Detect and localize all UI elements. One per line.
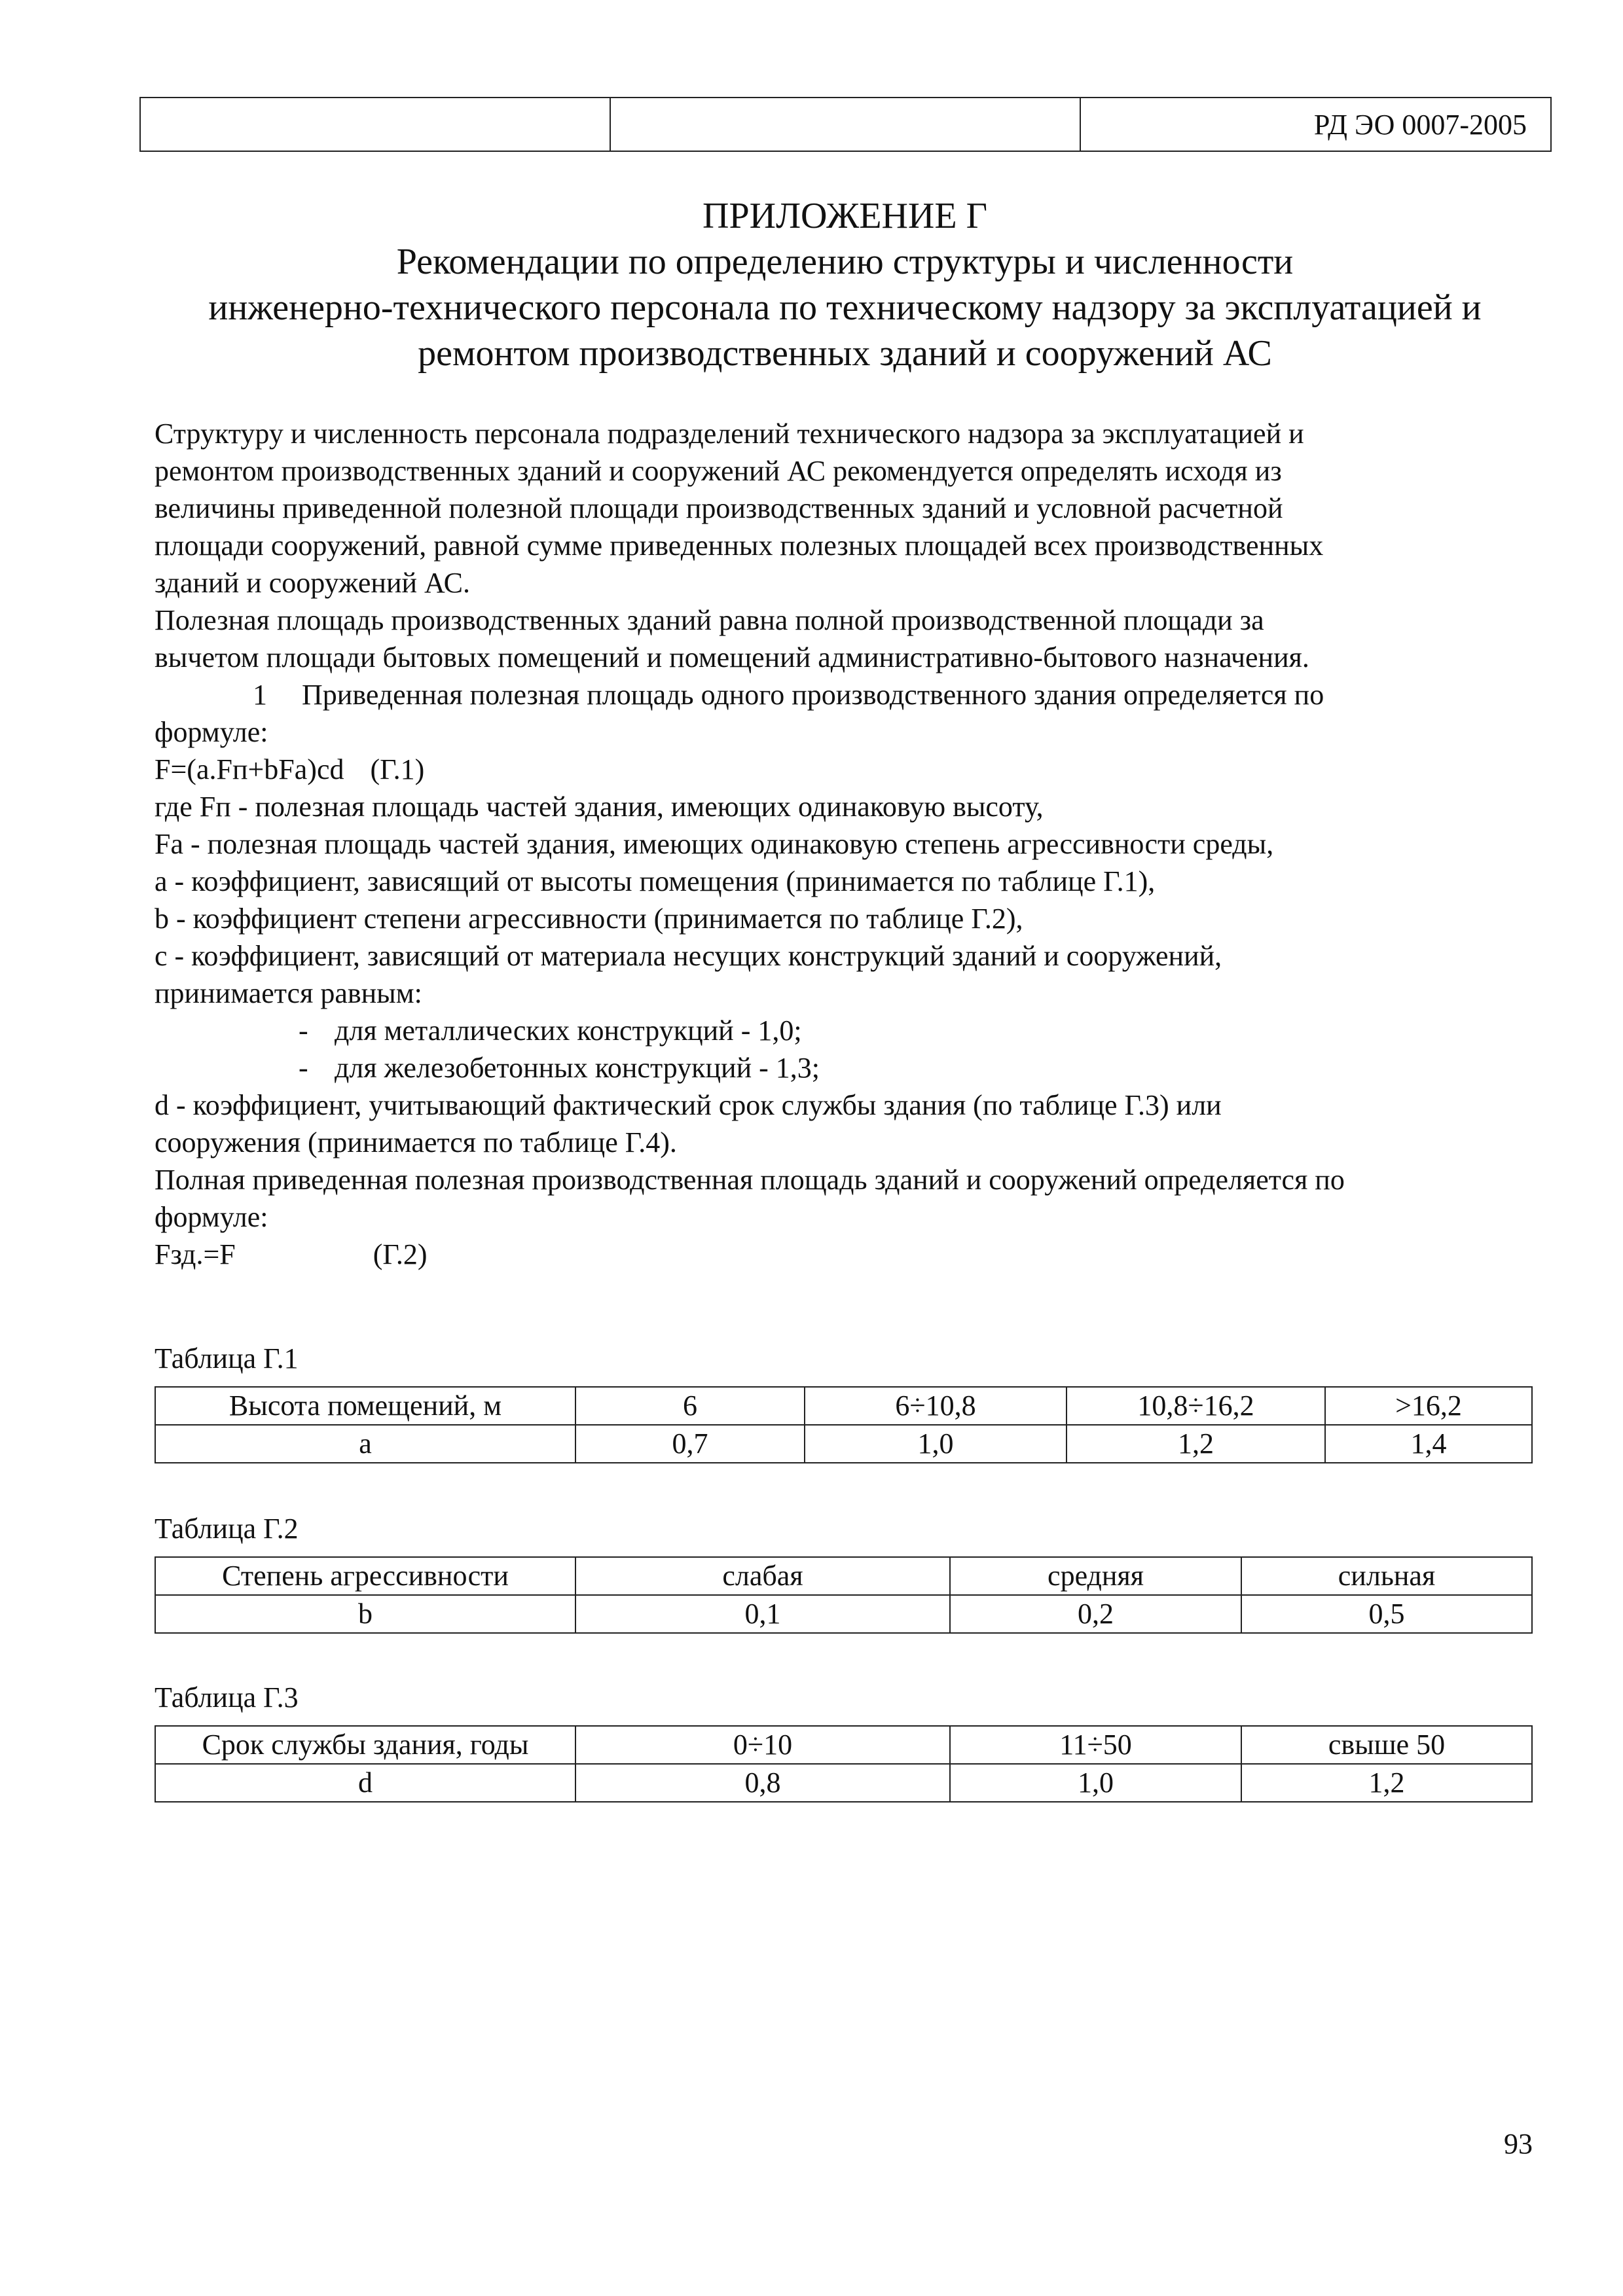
table-cell: d bbox=[155, 1764, 575, 1802]
table-cell: 10,8÷16,2 bbox=[1067, 1387, 1325, 1425]
table-cell: 1,0 bbox=[805, 1425, 1067, 1463]
table-cell: 1,2 bbox=[1067, 1425, 1325, 1463]
header-cell-1 bbox=[140, 98, 610, 151]
table-cell: Срок службы здания, годы bbox=[155, 1726, 575, 1764]
header-cell-2 bbox=[610, 98, 1080, 151]
table-cell: Высота помещений, м bbox=[155, 1387, 575, 1425]
table-1 bbox=[155, 1386, 1533, 1463]
table-2-caption: Таблица Г.2 bbox=[155, 1513, 299, 1545]
list-item-text: для металлических конструкций - 1,0; bbox=[335, 1014, 802, 1047]
paragraph-1-line: зданий и сооружений АС. bbox=[155, 567, 470, 599]
table-cell: 1,0 bbox=[950, 1764, 1241, 1802]
dash-bullet: - bbox=[299, 1014, 308, 1047]
title-line-1: Рекомендации по определению структуры и численности bbox=[396, 242, 1294, 282]
paragraph-2-line: Полезная площадь производственных зданий равна полной производственной площади за bbox=[155, 604, 1264, 636]
paragraph-1-line: площади сооружений, равной сумме приведенных полезных площадей всех производственных bbox=[155, 529, 1324, 562]
paragraph-1-line: ремонтом производственных зданий и сооружений АС рекомендуется определять исходя из bbox=[155, 455, 1282, 487]
list-item-metal bbox=[155, 1012, 1556, 1049]
definition-b: b - коэффициент степени агрессивности (принимается по таблице Г.2), bbox=[155, 903, 1023, 935]
document-number: РД ЭО 0007-2005 bbox=[1080, 98, 1551, 151]
item-number: 1 bbox=[253, 679, 267, 711]
table-cell: 6÷10,8 bbox=[805, 1387, 1067, 1425]
table-cell: сильная bbox=[1241, 1557, 1532, 1595]
table-cell: 1,2 bbox=[1241, 1764, 1532, 1802]
definition-d-continuation: сооружения (принимается по таблице Г.4). bbox=[155, 1126, 677, 1158]
table-row bbox=[155, 1425, 1532, 1463]
table-cell: >16,2 bbox=[1325, 1387, 1532, 1425]
formula-g2 bbox=[155, 1236, 1556, 1273]
table-cell: 6 bbox=[575, 1387, 805, 1425]
header-table bbox=[139, 97, 1552, 152]
item-1-continuation: формуле: bbox=[155, 716, 268, 748]
table-cell: Степень агрессивности bbox=[155, 1557, 575, 1595]
definition-c-continuation: принимается равным: bbox=[155, 977, 422, 1009]
dash-bullet: - bbox=[299, 1052, 308, 1084]
definition-c: c - коэффициент, зависящий от материала несущих конструкций зданий и сооружений, bbox=[155, 940, 1222, 972]
table-cell: b bbox=[155, 1595, 575, 1633]
formula-reference: (Г.1) bbox=[370, 753, 425, 785]
table-cell: слабая bbox=[575, 1557, 950, 1595]
table-3-caption: Таблица Г.3 bbox=[155, 1681, 299, 1713]
definition-d: d - коэффициент, учитывающий фактический срок службы здания (по таблице Г.3) или bbox=[155, 1089, 1222, 1121]
definition-fa: Fa - полезная площадь частей здания, имеющих одинаковую степень агрессивности среды, bbox=[155, 828, 1274, 860]
paragraph-2-line: вычетом площади бытовых помещений и помещений административно-бытового назначения. bbox=[155, 641, 1309, 673]
table-row-header bbox=[155, 1557, 1532, 1595]
page-number: 93 bbox=[1504, 2128, 1533, 2160]
paragraph-3-line: Полная приведенная полезная производственная площадь зданий и сооружений определяется по bbox=[155, 1164, 1345, 1196]
title-line-2: инженерно-технического персонала по техническому надзору за эксплуатацией и bbox=[208, 287, 1482, 328]
formula-reference: (Г.2) bbox=[373, 1238, 428, 1270]
table-cell: свыше 50 bbox=[1241, 1726, 1532, 1764]
table-row bbox=[155, 1595, 1532, 1633]
table-cell: 1,4 bbox=[1325, 1425, 1532, 1463]
list-item-text: для железобетонных конструкций - 1,3; bbox=[335, 1052, 820, 1084]
paragraph-1-line: величины приведенной полезной площади производственных зданий и условной расчетной bbox=[155, 492, 1283, 524]
appendix-title bbox=[139, 193, 1550, 376]
body-text bbox=[155, 415, 1556, 1273]
table-cell: a bbox=[155, 1425, 575, 1463]
table-1-caption: Таблица Г.1 bbox=[155, 1342, 299, 1374]
table-cell: 0,1 bbox=[575, 1595, 950, 1633]
formula-g1 bbox=[155, 751, 1556, 788]
formula-expression: F=(a.Fп+bFa)cd bbox=[155, 753, 344, 785]
appendix-label: ПРИЛОЖЕНИЕ Г bbox=[702, 196, 987, 236]
header-row bbox=[140, 98, 1551, 151]
table-2 bbox=[155, 1556, 1533, 1634]
table-cell: 0,5 bbox=[1241, 1595, 1532, 1633]
table-3 bbox=[155, 1725, 1533, 1803]
table-cell: средняя bbox=[950, 1557, 1241, 1595]
table-row-header bbox=[155, 1726, 1532, 1764]
table-cell: 0,2 bbox=[950, 1595, 1241, 1633]
definition-a: a - коэффициент, зависящий от высоты помещения (принимается по таблице Г.1), bbox=[155, 865, 1156, 897]
table-cell: 11÷50 bbox=[950, 1726, 1241, 1764]
paragraph-1-line: Структуру и численность персонала подразделений технического надзора за эксплуатацией и bbox=[155, 418, 1304, 450]
paragraph-3-line: формуле: bbox=[155, 1201, 268, 1233]
table-cell: 0÷10 bbox=[575, 1726, 950, 1764]
item-text: Приведенная полезная площадь одного производственного здания определяется по bbox=[302, 679, 1324, 711]
definition-fp: где Fп - полезная площадь частей здания, имеющих одинаковую высоту, bbox=[155, 791, 1044, 823]
table-row bbox=[155, 1764, 1532, 1802]
table-row-header bbox=[155, 1387, 1532, 1425]
table-cell: 0,7 bbox=[575, 1425, 805, 1463]
numbered-item-1 bbox=[155, 676, 1556, 713]
table-cell: 0,8 bbox=[575, 1764, 950, 1802]
title-line-3: ремонтом производственных зданий и сооружений АС bbox=[418, 333, 1272, 374]
list-item-concrete bbox=[155, 1049, 1556, 1086]
formula-expression: Fзд.=F bbox=[155, 1238, 236, 1270]
